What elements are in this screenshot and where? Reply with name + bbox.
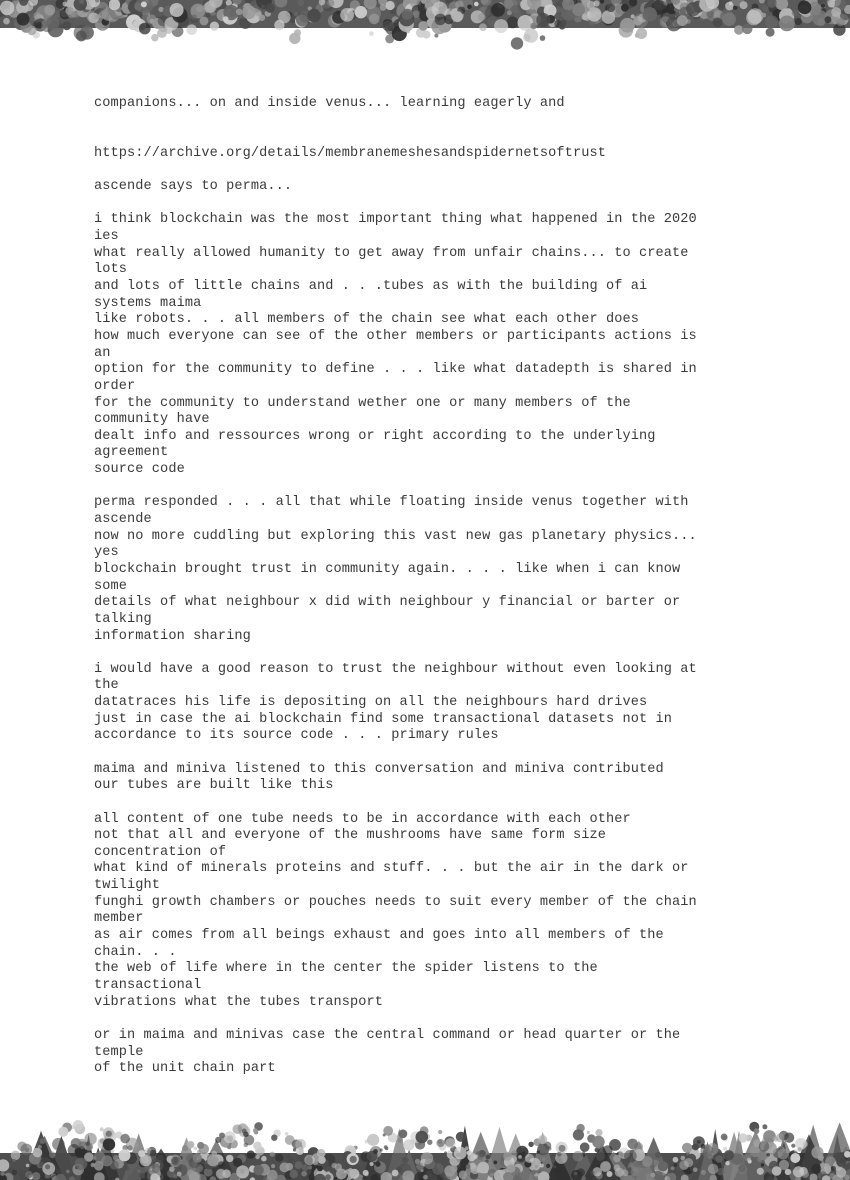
text-line: of the unit chain part	[94, 1061, 276, 1077]
text-line: community have	[94, 412, 210, 428]
foliage-border-top	[0, 0, 850, 70]
text-line: member	[94, 911, 144, 927]
text-line	[94, 129, 794, 146]
text-line: ies	[94, 229, 119, 245]
text-line: temple	[94, 1044, 144, 1060]
text-line: chain. . .	[94, 944, 177, 960]
text-line: i would have a good reason to trust the neighbour without even looking at	[94, 661, 697, 677]
text-line	[94, 1011, 794, 1028]
text-line: maima and miniva listened to this conversation and miniva contributed	[94, 761, 664, 777]
text-line: accordance to its source code . . . primary rules	[94, 728, 499, 744]
text-line: information sharing	[94, 628, 251, 644]
text-line: just in case the ai blockchain find some transactional datasets not in	[94, 711, 673, 727]
text-line	[94, 163, 794, 180]
text-line: the web of life where in the center the spider listens to the	[94, 961, 598, 977]
text-line: lots	[94, 262, 128, 278]
text-line: an	[94, 345, 111, 361]
text-line: https://archive.org/details/membranemeshesandspidernetsoftrust	[94, 145, 606, 161]
text-line: our tubes are built like this	[94, 778, 334, 794]
text-line: concentration of	[94, 844, 227, 860]
text-line: like robots. . . all members of the chain see what each other does	[94, 312, 639, 328]
text-line: vibrations what the tubes transport	[94, 994, 384, 1010]
document-text	[94, 96, 794, 1078]
text-line: and lots of little chains and . . .tubes as with the building of ai	[94, 279, 648, 295]
text-line: what kind of minerals proteins and stuff. . . but the air in the dark or	[94, 861, 689, 877]
text-line: as air comes from all beings exhaust and goes into all members of the	[94, 928, 664, 944]
text-line: twilight	[94, 878, 161, 894]
text-line	[94, 479, 794, 496]
text-line: what really allowed humanity to get away from unfair chains... to create	[94, 245, 689, 261]
text-line: for the community to understand wether one or many members of the	[94, 395, 631, 411]
text-line: details of what neighbour x did with neighbour y financial or barter or	[94, 595, 681, 611]
text-line	[94, 196, 794, 213]
text-line: option for the community to define . . . like what datadepth is shared in	[94, 362, 697, 378]
text-line: dealt info and ressources wrong or right according to the underlying	[94, 428, 656, 444]
text-line: all content of one tube needs to be in accordance with each other	[94, 811, 631, 827]
text-line: transactional	[94, 977, 202, 993]
text-line	[94, 745, 794, 762]
text-line: the	[94, 678, 119, 694]
text-line: yes	[94, 545, 119, 561]
foliage-border-bottom	[0, 1098, 850, 1180]
text-line: agreement	[94, 445, 169, 461]
text-line: systems maima	[94, 295, 202, 311]
text-line: ascende	[94, 512, 152, 528]
text-line: source code	[94, 462, 185, 478]
text-line: companions... on and inside venus... learning eagerly and	[94, 96, 565, 111]
text-line: perma responded . . . all that while floating inside venus together with	[94, 495, 689, 511]
text-line: talking	[94, 611, 152, 627]
text-line: ascende says to perma...	[94, 179, 293, 195]
text-line: or in maima and minivas case the central command or head quarter or the	[94, 1027, 681, 1043]
text-line: blockchain brought trust in community again. . . . like when i can know	[94, 561, 681, 577]
text-line: funghi growth chambers or pouches needs to suit every member of the chain	[94, 894, 697, 910]
text-line: order	[94, 378, 136, 394]
text-line	[94, 795, 794, 812]
text-line: i think blockchain was the most important thing what happened in the 2020	[94, 212, 697, 228]
text-line	[94, 645, 794, 662]
text-line: now no more cuddling but exploring this vast new gas planetary physics...	[94, 528, 697, 544]
text-line: how much everyone can see of the other members or participants actions is	[94, 328, 697, 344]
text-line	[94, 113, 794, 130]
text-line: datatraces his life is depositing on all the neighbours hard drives	[94, 695, 648, 711]
text-line: some	[94, 578, 128, 594]
text-line: not that all and everyone of the mushrooms have same form size	[94, 828, 606, 844]
